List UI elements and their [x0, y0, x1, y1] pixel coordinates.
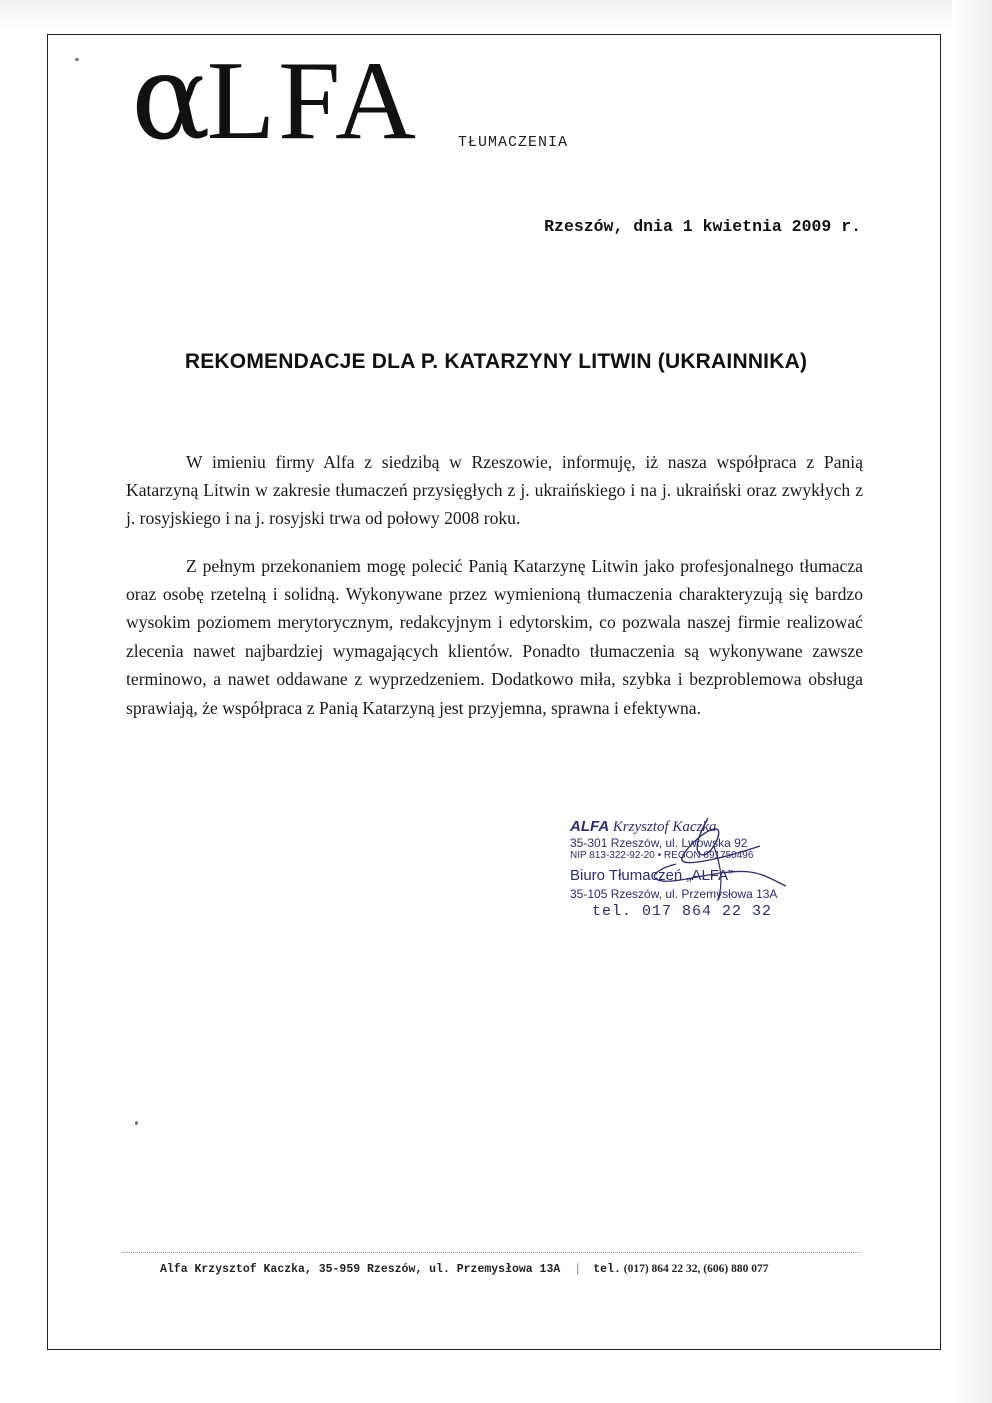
- footer-separator: |: [576, 1263, 580, 1275]
- scan-speck: [135, 1121, 138, 1125]
- company-logo: [131, 28, 419, 166]
- letter-date: Rzeszów, dnia 1 kwietnia 2009 r.: [544, 217, 861, 236]
- scan-speck: [75, 58, 79, 61]
- stamp-owner-name: Krzysztof Kaczka: [612, 819, 717, 835]
- footer-divider: [122, 1252, 860, 1253]
- stamp-line-4: Biuro Tłumaczeń „ALFA”: [570, 867, 734, 884]
- letter-footer: [160, 1263, 860, 1276]
- stamp-brand: ALFA: [570, 818, 609, 835]
- body-paragraph-1: W imieniu firmy Alfa z siedzibą w Rzeszowie, informuję, iż nasza współpraca z Panią Katarzyną Litwin w zakresie tłumaczeń przysięgłych z j. ukraińskiego i na j. ukraiński oraz zwykłych z j. rosyjskiego i na j. rosyjski trwa od połowy 2008 roku.: [126, 451, 863, 529]
- scan-shading-top: [0, 0, 992, 30]
- stamp-line-2: 35-301 Rzeszów, ul. Lwowska 92: [570, 836, 748, 850]
- body-paragraph-2: Z pełnym przekonaniem mogę polecić Panią Katarzynę Litwin jako profesjonalnego tłumacza oraz osobę rzetelną i solidną. Wykonywane przez wymienioną tłumaczenia charakteryzują się bardzo wysokim poziomem merytorycznym, redakcyjnym i edytorskim, co pozwala naszej firmie realizować zlecenia nawet najbardziej wymagających klientów. Ponadto tłumaczenia są wykonywane zawsze terminowo, a nawet oddawane z wyprzedzeniem. Dodatkowo miła, szybka i bezproblemowa obsługa sprawiają, że współpraca z Panią Katarzyną jest przyjemna, sprawna i efektywna.: [126, 555, 863, 718]
- logo-alpha: α: [131, 28, 207, 166]
- logo-subtitle: TŁUMACZENIA: [458, 134, 569, 151]
- footer-tel-numbers: (017) 864 22 32, (606) 880 077: [623, 1263, 769, 1275]
- stamp-line-5: 35-105 Rzeszów, ul. Przemysłowa 13A: [570, 887, 778, 901]
- footer-address: Alfa Krzysztof Kaczka, 35-959 Rzeszów, ul. Przemysłowa 13A: [160, 1263, 561, 1276]
- footer-tel-label: tel.: [593, 1263, 621, 1276]
- stamp-line-6: tel. 017 864 22 32: [592, 903, 773, 920]
- logo-text: LFA: [206, 39, 419, 163]
- scan-shading-right: [952, 0, 992, 1403]
- document-title: REKOMENDACJE DLA P. KATARZYNY LITWIN (UKRAINNIKA): [184, 350, 808, 373]
- handwritten-signature: [590, 806, 790, 906]
- stamp-line-3: NIP 813-322-92-20 • REGON 691750496: [570, 850, 754, 861]
